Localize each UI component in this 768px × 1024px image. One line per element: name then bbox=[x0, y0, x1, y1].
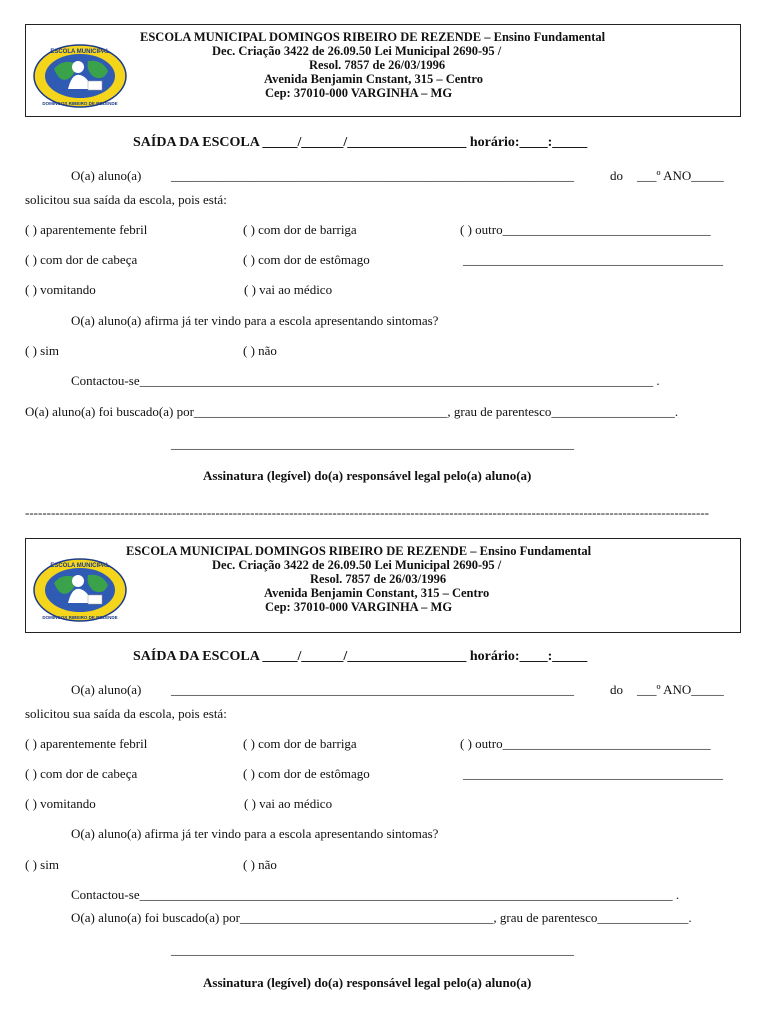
option-dor-barriga[interactable]: ( ) com dor de barriga bbox=[243, 222, 357, 237]
school-logo-icon bbox=[32, 43, 128, 109]
logo-top-text: ESCOLA MUNICIPAL bbox=[50, 563, 110, 569]
buscado-field[interactable]: O(a) aluno(a) foi buscado(a) por_______________________________________, grau de parentesco______________. bbox=[71, 910, 692, 925]
option-dor-estomago[interactable]: ( ) com dor de estômago bbox=[243, 252, 370, 267]
option-vomitando[interactable]: ( ) vomitando bbox=[25, 282, 96, 297]
aluno-name-field[interactable]: ______________________________________________________________ bbox=[171, 168, 574, 183]
sintomas-question: O(a) aluno(a) afirma já ter vindo para a escola apresentando sintomas? bbox=[71, 313, 439, 328]
option-febril[interactable]: ( ) aparentemente febril bbox=[25, 222, 148, 237]
option-sim[interactable]: ( ) sim bbox=[25, 343, 59, 358]
contactou-field[interactable]: Contactou-se__________________________________________________________________________________ . bbox=[71, 887, 680, 902]
sintomas-question: O(a) aluno(a) afirma já ter vindo para a escola apresentando sintomas? bbox=[71, 826, 439, 841]
signature-line[interactable]: ______________________________________________________________ bbox=[171, 942, 574, 957]
header-cep: Cep: 37010-000 VARGINHA – MG bbox=[265, 600, 453, 614]
ano-field[interactable]: ___º ANO_____ bbox=[637, 682, 724, 697]
aluno-label: O(a) aluno(a) bbox=[71, 682, 142, 697]
logo-bottom-text: DOMINGOS RIBEIRO DE REZENDE bbox=[42, 101, 118, 106]
outro-continuation-field[interactable]: ________________________________________ bbox=[463, 766, 723, 781]
solicitou-text: solicitou sua saída da escola, pois está: bbox=[25, 192, 227, 207]
aluno-label: O(a) aluno(a) bbox=[71, 168, 142, 183]
do-label: do bbox=[610, 682, 623, 697]
signature-label: Assinatura (legível) do(a) responsável legal pelo(a) aluno(a) bbox=[203, 468, 532, 483]
school-logo-icon bbox=[32, 557, 128, 623]
cut-line-divider: -------------------------------------------------------------------------------------------------------------------------------------------------------------- bbox=[25, 505, 709, 520]
header-address: Avenida Benjamin Constant, 315 – Centro bbox=[264, 586, 490, 600]
option-dor-cabeca[interactable]: ( ) com dor de cabeça bbox=[25, 766, 138, 781]
signature-label: Assinatura (legível) do(a) responsável legal pelo(a) aluno(a) bbox=[203, 975, 532, 990]
outro-continuation-field[interactable]: ________________________________________ bbox=[463, 252, 723, 267]
option-febril[interactable]: ( ) aparentemente febril bbox=[25, 736, 148, 751]
header-decree: Dec. Criação 3422 de 26.09.50 Lei Municipal 2690-95 / bbox=[212, 558, 502, 572]
option-nao[interactable]: ( ) não bbox=[243, 857, 277, 872]
option-vai-medico[interactable]: ( ) vai ao médico bbox=[244, 282, 333, 297]
header-cep: Cep: 37010-000 VARGINHA – MG bbox=[265, 86, 453, 100]
option-nao[interactable]: ( ) não bbox=[243, 343, 277, 358]
header-school-name: ESCOLA MUNICIPAL DOMINGOS RIBEIRO DE REZENDE – Ensino Fundamental bbox=[126, 544, 592, 558]
header-address: Avenida Benjamin Cnstant, 315 – Centro bbox=[264, 72, 483, 86]
option-dor-cabeca[interactable]: ( ) com dor de cabeça bbox=[25, 252, 138, 267]
logo-top-text: ESCOLA MUNICIPAL bbox=[50, 49, 110, 55]
buscado-field[interactable]: O(a) aluno(a) foi buscado(a) por_______________________________________, grau de parentesco___________________. bbox=[25, 404, 679, 419]
header-resolution: Resol. 7857 de 26/03/1996 bbox=[309, 58, 446, 72]
header-school-name: ESCOLA MUNICIPAL DOMINGOS RIBEIRO DE REZENDE – Ensino Fundamental bbox=[140, 30, 606, 44]
aluno-name-field[interactable]: ______________________________________________________________ bbox=[171, 682, 574, 697]
school-header-box bbox=[25, 24, 741, 117]
school-header-box bbox=[25, 538, 741, 633]
option-dor-estomago[interactable]: ( ) com dor de estômago bbox=[243, 766, 370, 781]
ano-field[interactable]: ___º ANO_____ bbox=[637, 168, 724, 183]
solicitou-text: solicitou sua saída da escola, pois está: bbox=[25, 706, 227, 721]
form-title: SAÍDA DA ESCOLA _____/______/_________________ horário:____:_____ bbox=[133, 135, 588, 150]
header-resolution: Resol. 7857 de 26/03/1996 bbox=[310, 572, 447, 586]
option-vomitando[interactable]: ( ) vomitando bbox=[25, 796, 96, 811]
option-dor-barriga[interactable]: ( ) com dor de barriga bbox=[243, 736, 357, 751]
form-title: SAÍDA DA ESCOLA _____/______/_________________ horário:____:_____ bbox=[133, 649, 588, 664]
do-label: do bbox=[610, 168, 623, 183]
signature-line[interactable]: ______________________________________________________________ bbox=[171, 436, 574, 451]
logo-bottom-text: DOMINGOS RIBEIRO DE REZENDE bbox=[42, 615, 118, 620]
option-outro[interactable]: ( ) outro________________________________ bbox=[460, 736, 711, 751]
option-outro[interactable]: ( ) outro________________________________ bbox=[460, 222, 711, 237]
header-decree: Dec. Criação 3422 de 26.09.50 Lei Municipal 2690-95 / bbox=[212, 44, 502, 58]
option-sim[interactable]: ( ) sim bbox=[25, 857, 59, 872]
contactou-field[interactable]: Contactou-se_______________________________________________________________________________ . bbox=[71, 373, 660, 388]
option-vai-medico[interactable]: ( ) vai ao médico bbox=[244, 796, 333, 811]
